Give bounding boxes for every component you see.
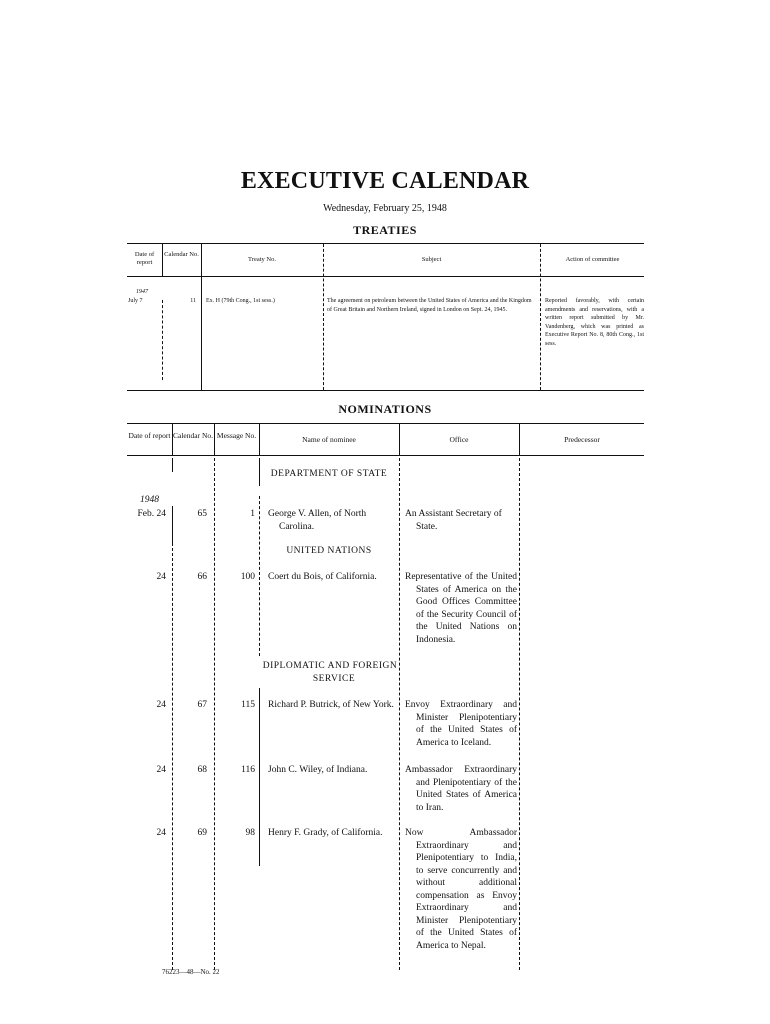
col-date-of-report: Date of report xyxy=(134,251,155,266)
col-name-of-nominee: Name of nominee xyxy=(302,435,356,444)
rule xyxy=(127,423,644,424)
col-subject: Subject xyxy=(421,256,442,263)
treaty-subject: The agreement on petroleum between the United States of America and the Kingdom of Great Britain and Northern Ireland, signed in London on Sept. 24, 1945. xyxy=(327,298,532,313)
column-divider xyxy=(540,244,541,390)
column-divider xyxy=(214,458,215,970)
nominee-office: An Assistant Secretary of State. xyxy=(405,509,502,532)
nomination-message-no: 98 xyxy=(245,828,255,838)
nomination-message-no: 115 xyxy=(241,700,255,710)
nomination-calendar-no: 66 xyxy=(197,572,207,582)
col-calendar-no: Calendar No. xyxy=(173,431,213,440)
col-message-no: Message No. xyxy=(216,431,257,440)
col-calendar-no: Calendar No. xyxy=(164,251,199,258)
treaty-number: Ex. H (79th Cong., 1st sess.) xyxy=(206,298,275,304)
print-footer: 76223—48—No. 22 xyxy=(162,968,220,976)
nominee-name: George V. Allen, of North Carolina. xyxy=(268,509,367,532)
section-united-nations: UNITED NATIONS xyxy=(286,546,372,556)
column-divider xyxy=(201,244,202,390)
treaty-report-date: July 7 xyxy=(128,298,143,304)
nominee-office: Envoy Extraordinary and Minister Plenipotentiary of the United States of America to Iceland. xyxy=(405,700,517,748)
section-diplomatic-and-foreign-service: DIPLOMATIC AND FOREIGN SERVICE xyxy=(262,661,398,684)
treaty-calendar-no: 11 xyxy=(190,298,196,304)
column-divider xyxy=(259,458,260,486)
nominee-name: Henry F. Grady, of California. xyxy=(268,828,383,838)
col-action: Action of committee xyxy=(565,256,620,263)
calendar-title: EXECUTIVE CALENDAR xyxy=(240,168,530,194)
col-treaty-no: Treaty No. xyxy=(248,256,276,263)
column-divider xyxy=(162,300,163,380)
section-department-of-state: DEPARTMENT OF STATE xyxy=(270,469,388,479)
nomination-calendar-no: 67 xyxy=(197,700,207,710)
nomination-calendar-no: 69 xyxy=(197,828,207,838)
nomination-message-no: 116 xyxy=(241,765,255,775)
nominee-name: Richard P. Butrick, of New York. xyxy=(268,700,394,710)
col-predecessor: Predecessor xyxy=(564,435,600,444)
nominee-office: Now Ambassador Extraordinary and Plenipotentiary to India, to serve concurrently and without additional compensation as Envoy Extraordinary and Minister Plenipotentiary of the United States of America to Nepal. xyxy=(405,828,517,951)
column-divider xyxy=(519,458,520,970)
column-divider xyxy=(162,244,163,276)
treaties-heading: TREATIES xyxy=(353,223,417,237)
nomination-report-date: 24 xyxy=(156,765,166,775)
nominee-office: Representative of the United States of America on the Good Offices Committee of the Security Council of the United Nations on Indonesia. xyxy=(405,572,517,645)
treaty-action: Reported favorably, with certain amendments and reservations, with a written report submitted by Mr. Vandenberg, which was printed as Executive Report No. 8, 80th Cong., 1st sess. xyxy=(545,298,644,347)
column-divider xyxy=(323,244,324,390)
rule xyxy=(127,455,644,456)
nomination-year: 1948 xyxy=(140,495,159,505)
calendar-date: Wednesday, February 25, 1948 xyxy=(323,203,447,214)
col-date-of-report: Date of report xyxy=(128,431,171,440)
nomination-report-date: 24 xyxy=(156,572,166,582)
column-divider xyxy=(259,688,260,866)
column-divider xyxy=(259,496,260,656)
nomination-calendar-no: 68 xyxy=(197,765,207,775)
column-divider xyxy=(172,458,173,472)
nomination-message-no: 100 xyxy=(240,572,255,582)
nominee-name: Coert du Bois, of California. xyxy=(268,572,377,582)
nomination-report-date: Feb. 24 xyxy=(137,509,166,519)
nomination-report-date: 24 xyxy=(156,700,166,710)
rule xyxy=(127,276,644,277)
nominee-name: John C. Wiley, of Indiana. xyxy=(268,765,368,775)
nomination-message-no: 1 xyxy=(250,509,255,519)
column-divider xyxy=(172,548,173,970)
column-divider xyxy=(399,458,400,970)
col-office: Office xyxy=(449,435,469,444)
rule xyxy=(127,243,644,244)
nominee-office: Ambassador Extraordinary and Plenipotentiary of the United States of America to Iran. xyxy=(405,765,517,813)
nomination-calendar-no: 65 xyxy=(197,509,207,519)
nominations-heading: NOMINATIONS xyxy=(338,402,432,416)
nomination-report-date: 24 xyxy=(156,828,166,838)
rule xyxy=(127,390,644,391)
treaty-report-year: 1947 xyxy=(136,289,148,295)
